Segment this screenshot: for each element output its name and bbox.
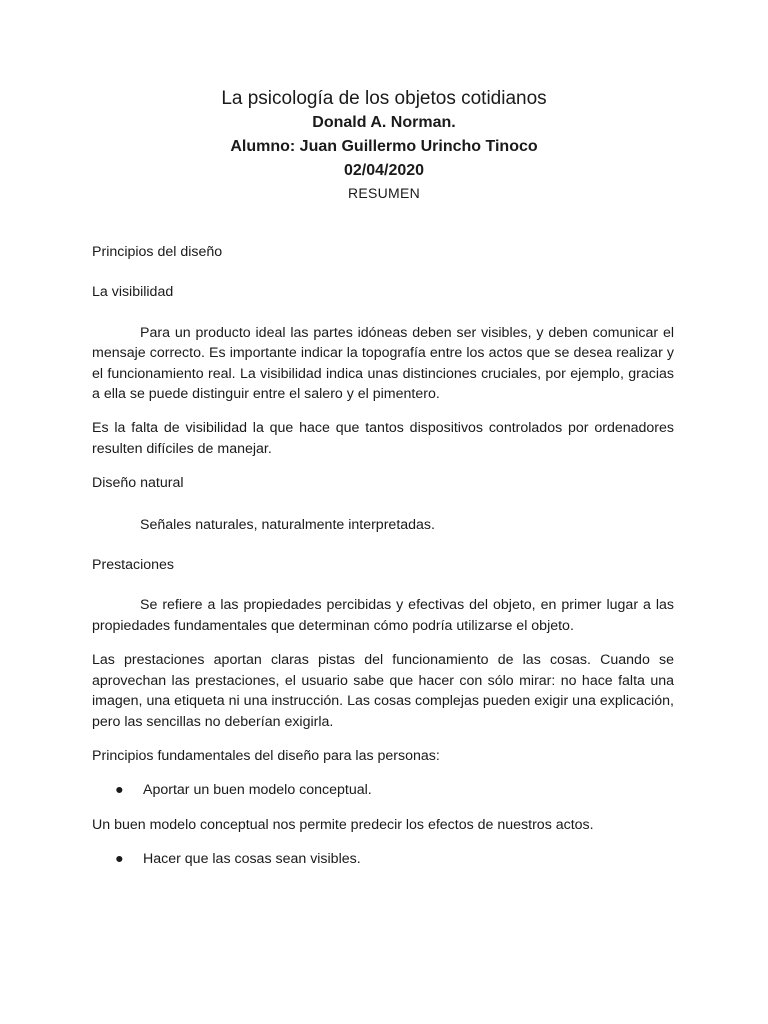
student-line: Alumno: Juan Guillermo Urincho Tinoco xyxy=(230,138,538,155)
list-item xyxy=(92,849,674,869)
list-item-text: Hacer que las cosas sean visibles. xyxy=(143,851,361,868)
bullet-icon: ● xyxy=(115,851,124,868)
date-line: 02/04/2020 xyxy=(343,162,425,179)
heading-diseno-natural: Diseño natural xyxy=(92,475,184,492)
document-body xyxy=(92,242,674,870)
paragraph-prestaciones-2: Las prestaciones aportan claras pistas del funcionamiento de las cosas. Cuando se aprovechan las prestaciones, el usuario sabe que hacer con sólo mirar: no hace falta una imagen, una etiqueta ni una instrucción. Las cosas complejas pueden exigir una explicación, pero las sencillas no deberían exigirla. xyxy=(92,652,674,730)
list-item xyxy=(92,780,674,800)
heading-principios: Principios del diseño xyxy=(92,244,223,260)
heading-prestaciones: Prestaciones xyxy=(92,557,175,574)
bullet-icon: ● xyxy=(115,782,124,799)
paragraph-prestaciones-1: Se refiere a las propiedades percibidas y efectivas del objeto, en primer lugar a las propiedades fundamentales que determinan cómo podría utilizarse el objeto. xyxy=(92,597,674,634)
author-line: Donald A. Norman. xyxy=(312,114,456,131)
heading-visibilidad: La visibilidad xyxy=(92,284,174,301)
document-header xyxy=(0,87,768,203)
paragraph-natural: Señales naturales, naturalmente interpretadas. xyxy=(140,516,435,533)
document-title: La psicología de los objetos cotidianos xyxy=(221,88,547,109)
paragraph-visibilidad-1: Para un producto ideal las partes idóneas deben ser visibles, y deben comunicar el mensaje correcto. Es importante indicar la topografía entre los actos que se desea realizar y el funcionamiento real. La visibilidad indica unas distinciones cruciales, por ejemplo, gracias a ella se puede distinguir entre el salero y el pimentero. xyxy=(92,324,674,403)
paragraph-visibilidad-2: Es la falta de visibilidad la que hace que tantos dispositivos controlados por ordenadores resulten difíciles de manejar. xyxy=(92,420,674,457)
section-label: RESUMEN xyxy=(347,185,421,201)
paragraph-principios-fundamentales: Principios fundamentales del diseño para las personas: xyxy=(92,747,440,764)
paragraph-modelo: Un buen modelo conceptual nos permite predecir los efectos de nuestros actos. xyxy=(92,816,594,833)
list-item-text: Aportar un buen modelo conceptual. xyxy=(143,782,372,799)
